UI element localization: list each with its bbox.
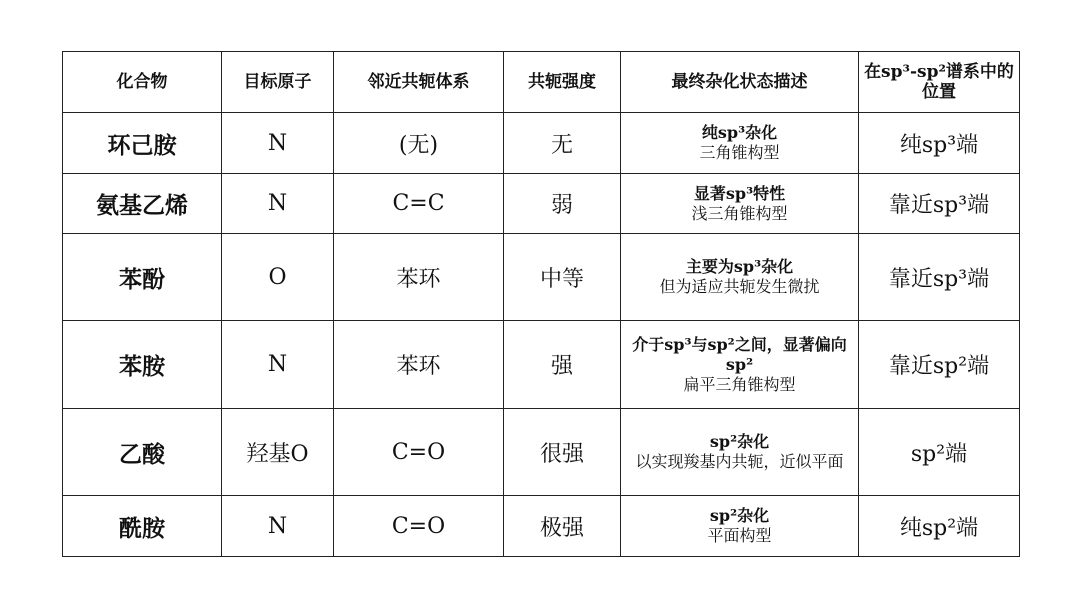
description-cell (621, 234, 859, 321)
compound-cell: 酰胺 (63, 496, 222, 557)
atom-cell: N (222, 496, 334, 557)
description-main: 主要为sp³杂化 (685, 257, 794, 276)
table-row (63, 409, 1020, 496)
description-cell (621, 496, 859, 557)
header-hybridization-description: 最终杂化状态描述 (621, 52, 859, 113)
description-main: 显著sp³特性 (693, 183, 786, 203)
description-main: 介于sp³与sp²之间，显著偏向sp² (632, 334, 847, 374)
strength-cell: 中等 (504, 234, 621, 321)
header-spectrum-position: 在sp³-sp²谱系中的位置 (859, 52, 1020, 113)
strength-cell: 很强 (504, 409, 621, 496)
description-sub: 浅三角锥构型 (691, 203, 788, 223)
position-cell: 靠近sp³端 (859, 174, 1020, 234)
strength-cell: 弱 (504, 174, 621, 234)
description-main: sp²杂化 (709, 432, 770, 451)
table-row (63, 234, 1020, 321)
table-row (63, 113, 1020, 174)
position-cell: 纯sp³端 (859, 113, 1020, 174)
header-target-atom: 目标原子 (222, 52, 334, 113)
description-main: sp²杂化 (709, 506, 770, 525)
header-compound: 化合物 (63, 52, 222, 113)
system-cell: 苯环 (334, 321, 504, 409)
description-main: 纯sp³杂化 (701, 123, 778, 142)
system-cell: C=O (334, 409, 504, 496)
description-cell (621, 113, 859, 174)
description-sub: 但为适应共轭发生微扰 (659, 277, 820, 296)
compound-cell: 氨基乙烯 (63, 174, 222, 234)
compound-cell: 环己胺 (63, 113, 222, 174)
position-cell: sp²端 (859, 409, 1020, 496)
system-cell: (无) (334, 113, 504, 174)
description-sub: 三角锥构型 (699, 143, 780, 162)
system-cell: C=C (334, 174, 504, 234)
atom-cell: N (222, 113, 334, 174)
compound-cell: 乙酸 (63, 409, 222, 496)
strength-cell: 强 (504, 321, 621, 409)
table-row (63, 321, 1020, 409)
atom-cell: N (222, 174, 334, 234)
header-row (63, 52, 1020, 113)
table-row (63, 496, 1020, 557)
position-cell: 靠近sp²端 (859, 321, 1020, 409)
description-sub: 平面构型 (707, 526, 772, 545)
description-cell (621, 174, 859, 234)
strength-cell: 极强 (504, 496, 621, 557)
atom-cell: N (222, 321, 334, 409)
compound-cell: 苯酚 (63, 234, 222, 321)
position-cell: 靠近sp³端 (859, 234, 1020, 321)
header-conjugated-system: 邻近共轭体系 (334, 52, 504, 113)
atom-cell: 羟基O (222, 409, 334, 496)
table-row (63, 174, 1020, 234)
strength-cell: 无 (504, 113, 621, 174)
header-conjugation-strength: 共轭强度 (504, 52, 621, 113)
hybridization-table (62, 51, 1020, 557)
system-cell: 苯环 (334, 234, 504, 321)
description-cell (621, 409, 859, 496)
atom-cell: O (222, 234, 334, 321)
position-cell: 纯sp²端 (859, 496, 1020, 557)
compound-cell: 苯胺 (63, 321, 222, 409)
system-cell: C=O (334, 496, 504, 557)
description-sub: 扁平三角锥构型 (683, 374, 796, 394)
description-sub: 以实现羧基内共轭，近似平面 (635, 452, 844, 471)
description-cell (621, 321, 859, 409)
